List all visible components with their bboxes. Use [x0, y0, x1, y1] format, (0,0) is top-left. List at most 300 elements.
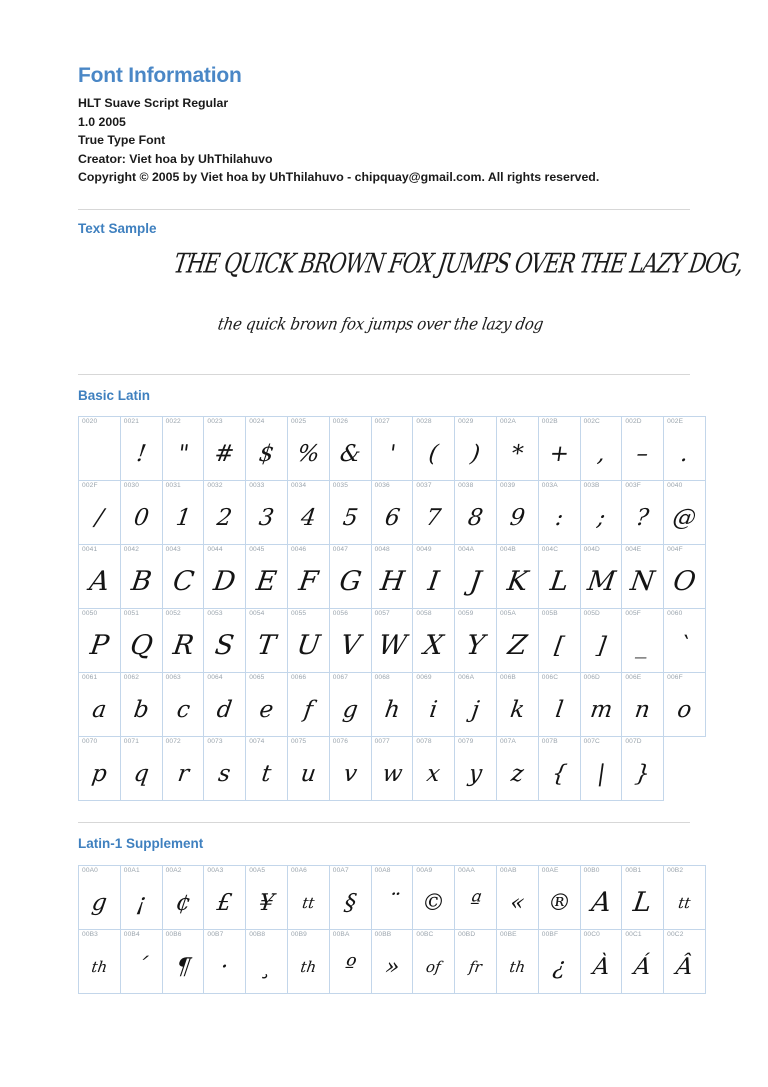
- glyph-cell[interactable]: [329, 417, 371, 481]
- glyph-cell[interactable]: [622, 545, 664, 609]
- glyph-cell[interactable]: [496, 673, 538, 737]
- glyph-sample: W: [375, 630, 409, 662]
- glyph-cell[interactable]: [664, 417, 706, 481]
- glyph-cell[interactable]: [79, 417, 121, 481]
- glyph-codepoint: 0021: [123, 418, 140, 426]
- glyph-cell[interactable]: [329, 481, 371, 545]
- glyph-sample: th: [508, 957, 527, 976]
- glyph-cell[interactable]: [287, 609, 329, 673]
- glyph-sample: O: [671, 566, 698, 598]
- glyph-cell[interactable]: [162, 865, 204, 929]
- glyph-cell[interactable]: [580, 609, 622, 673]
- glyph-cell[interactable]: [329, 929, 371, 993]
- glyph-sample: E: [254, 566, 279, 598]
- glyph-cell-inner: [497, 545, 538, 608]
- glyph-cell[interactable]: [162, 481, 204, 545]
- glyph-sample: o: [675, 697, 694, 724]
- glyph-sample: I: [426, 566, 442, 598]
- glyph-cell-inner: [204, 417, 245, 480]
- glyph-codepoint: 00B7: [207, 930, 224, 938]
- glyph-cell[interactable]: [538, 673, 580, 737]
- glyph-sample: u: [299, 761, 318, 788]
- glyph-row: [79, 481, 706, 545]
- glyph-codepoint: 0057: [374, 610, 390, 618]
- font-metadata: [78, 94, 690, 187]
- glyph-cell[interactable]: [246, 929, 288, 993]
- glyph-cell[interactable]: [287, 737, 329, 801]
- glyph-cell[interactable]: [413, 929, 455, 993]
- glyph-codepoint: 0041: [82, 546, 98, 554]
- glyph-cell-inner: [288, 481, 329, 544]
- glyph-sample: 8: [466, 505, 485, 532]
- glyph-cell[interactable]: [455, 545, 497, 609]
- glyph-cell[interactable]: [622, 481, 664, 545]
- glyph-sample: Y: [464, 630, 487, 662]
- glyph-codepoint: 006E: [625, 674, 642, 682]
- glyph-sample: ¥: [257, 889, 276, 916]
- glyph-cell-inner: [664, 417, 705, 480]
- glyph-codepoint: 0051: [123, 610, 140, 618]
- glyph-cell[interactable]: [204, 865, 246, 929]
- glyph-codepoint: 00AA: [458, 866, 475, 874]
- glyph-sample: $: [257, 441, 276, 468]
- glyph-cell-inner: [413, 481, 454, 544]
- glyph-cell-inner: [330, 609, 371, 672]
- glyph-cell-inner: [330, 737, 371, 800]
- glyph-cell-inner: [163, 673, 204, 736]
- glyph-cell[interactable]: [371, 545, 413, 609]
- glyph-sample: {: [550, 761, 569, 788]
- glyph-cell-inner: [539, 609, 580, 672]
- glyph-cell[interactable]: [246, 545, 288, 609]
- glyph-sample: :: [553, 505, 565, 532]
- glyph-cell[interactable]: [496, 737, 538, 801]
- glyph-cell-inner: [121, 930, 162, 993]
- glyph-cell[interactable]: [246, 673, 288, 737]
- glyph-codepoint: 006D: [583, 674, 600, 682]
- glyph-sample: M: [585, 566, 618, 598]
- glyph-cell[interactable]: [371, 417, 413, 481]
- glyph-cell[interactable]: [162, 609, 204, 673]
- glyph-codepoint: 00A8: [374, 866, 391, 874]
- glyph-cell[interactable]: [622, 417, 664, 481]
- glyph-cell[interactable]: [371, 929, 413, 993]
- glyph-cell[interactable]: [204, 545, 246, 609]
- glyph-codepoint: 0038: [458, 482, 474, 490]
- glyph-row: [79, 545, 706, 609]
- glyph-sample: x: [425, 761, 443, 788]
- glyph-codepoint: 0052: [165, 610, 181, 618]
- glyph-cell[interactable]: [413, 481, 455, 545]
- glyph-sample: ª: [468, 889, 483, 916]
- glyph-cell-inner: [539, 545, 580, 608]
- glyph-cell[interactable]: [120, 545, 162, 609]
- glyph-cell[interactable]: [538, 929, 580, 993]
- glyph-cell[interactable]: [162, 417, 204, 481]
- glyph-sample: Á: [632, 953, 653, 980]
- glyph-cell[interactable]: [204, 481, 246, 545]
- glyph-cell[interactable]: [162, 545, 204, 609]
- glyph-cell-inner: [664, 609, 705, 672]
- glyph-sample: Z: [505, 630, 529, 662]
- glyph-cell[interactable]: [455, 481, 497, 545]
- glyph-table-body: [79, 865, 706, 993]
- glyph-cell[interactable]: [204, 673, 246, 737]
- glyph-sample: ¡: [134, 889, 148, 916]
- glyph-sample: 7: [424, 505, 443, 532]
- glyph-cell[interactable]: [455, 929, 497, 993]
- glyph-cell[interactable]: [580, 417, 622, 481]
- glyph-cell-inner: [455, 417, 496, 480]
- glyph-sample: ): [469, 441, 482, 468]
- glyph-sample: m: [588, 697, 614, 724]
- glyph-cell[interactable]: [120, 481, 162, 545]
- glyph-row: [79, 673, 706, 737]
- glyph-cell-inner: [246, 417, 287, 480]
- glyph-cell[interactable]: [580, 673, 622, 737]
- glyph-cell[interactable]: [287, 545, 329, 609]
- glyph-codepoint: 00B8: [249, 930, 266, 938]
- glyph-codepoint: 0055: [290, 610, 307, 618]
- glyph-cell[interactable]: [538, 609, 580, 673]
- glyph-cell-inner: [121, 545, 162, 608]
- glyph-cell[interactable]: [664, 929, 706, 993]
- glyph-cell[interactable]: [622, 609, 664, 673]
- glyph-cell[interactable]: [246, 737, 288, 801]
- glyph-codepoint: 002D: [625, 418, 642, 426]
- glyph-cell-inner: [497, 930, 538, 993]
- font-creator: Creator: Viet hoa by UhThilahuvo: [78, 151, 273, 166]
- glyph-sample: 5: [341, 505, 360, 532]
- glyph-codepoint: 00A5: [249, 866, 266, 874]
- glyph-sample: l: [553, 697, 565, 724]
- glyph-codepoint: 0053: [207, 610, 223, 618]
- glyph-codepoint: 0028: [416, 418, 432, 426]
- glyph-sample: &: [338, 441, 363, 468]
- glyph-sample: e: [257, 697, 276, 724]
- glyph-cell[interactable]: [413, 545, 455, 609]
- glyph-cell[interactable]: [329, 737, 371, 801]
- glyph-sample: q: [132, 761, 151, 788]
- glyph-codepoint: 00AE: [541, 866, 559, 874]
- glyph-cell[interactable]: [246, 417, 288, 481]
- glyph-codepoint: 0064: [207, 674, 223, 682]
- glyph-cell[interactable]: [79, 673, 121, 737]
- glyph-codepoint: 0046: [290, 546, 307, 554]
- glyph-codepoint: 0033: [249, 482, 265, 490]
- glyph-cell[interactable]: [371, 481, 413, 545]
- glyph-sample: D: [211, 566, 238, 598]
- glyph-codepoint: 006B: [499, 674, 516, 682]
- glyph-cell[interactable]: [455, 737, 497, 801]
- glyph-sample: @: [671, 505, 698, 532]
- glyph-cell-inner: [581, 737, 622, 800]
- glyph-sample: C: [170, 566, 196, 598]
- glyph-cell[interactable]: [496, 865, 538, 929]
- glyph-cell[interactable]: [664, 481, 706, 545]
- glyph-cell[interactable]: [329, 545, 371, 609]
- glyph-cell-inner: [539, 417, 580, 480]
- glyph-cell[interactable]: [580, 545, 622, 609]
- glyph-codepoint: 00C2: [667, 930, 684, 938]
- glyph-cell[interactable]: [580, 481, 622, 545]
- glyph-sample: _: [635, 633, 651, 660]
- glyph-sample: G: [337, 566, 364, 598]
- glyph-sample: |: [595, 761, 607, 788]
- glyph-cell-inner: [288, 609, 329, 672]
- glyph-sample: A: [589, 886, 613, 918]
- glyph-sample: L: [548, 566, 571, 598]
- glyph-cell[interactable]: [371, 737, 413, 801]
- glyph-cell[interactable]: [204, 737, 246, 801]
- glyph-sample: `: [676, 633, 693, 660]
- glyph-codepoint: 0079: [458, 738, 474, 746]
- glyph-cell[interactable]: [496, 609, 538, 673]
- glyph-sample: +: [547, 441, 571, 468]
- glyph-cell-inner: [497, 737, 538, 800]
- text-sample-lowercase: the quick brown fox jumps over the lazy dog: [216, 314, 545, 335]
- glyph-sample: a: [90, 697, 109, 724]
- glyph-sample: R: [170, 630, 196, 662]
- section-basic-latin: [78, 374, 698, 801]
- glyph-cell[interactable]: [204, 417, 246, 481]
- glyph-cell-inner: [121, 673, 162, 736]
- glyph-codepoint: 005A: [499, 610, 516, 618]
- glyph-sample: ·: [219, 953, 231, 980]
- glyph-cell[interactable]: [204, 609, 246, 673]
- glyph-sample: 9: [508, 505, 527, 532]
- glyph-cell[interactable]: [538, 737, 580, 801]
- glyph-cell[interactable]: [287, 417, 329, 481]
- glyph-codepoint: 00BB: [374, 930, 392, 938]
- glyph-cell[interactable]: [204, 929, 246, 993]
- glyph-codepoint: 004D: [583, 546, 600, 554]
- glyph-cell-inner: [204, 609, 245, 672]
- glyph-codepoint: 004F: [667, 546, 683, 554]
- glyph-cell[interactable]: [120, 417, 162, 481]
- glyph-cell[interactable]: [455, 865, 497, 929]
- glyph-cell[interactable]: [538, 417, 580, 481]
- glyph-cell-inner: [664, 481, 705, 544]
- glyph-cell[interactable]: [371, 673, 413, 737]
- glyph-cell-inner: [413, 417, 454, 480]
- glyph-sample: %: [295, 441, 322, 468]
- glyph-codepoint: 0027: [374, 418, 390, 426]
- glyph-cell[interactable]: [413, 673, 455, 737]
- glyph-codepoint: 0078: [416, 738, 432, 746]
- glyph-cell[interactable]: [162, 673, 204, 737]
- glyph-cell[interactable]: [413, 737, 455, 801]
- glyph-cell-inner: [413, 545, 454, 608]
- glyph-cell-inner: [204, 930, 245, 993]
- glyph-codepoint: 0059: [458, 610, 474, 618]
- glyph-codepoint: 007B: [541, 738, 558, 746]
- glyph-cell[interactable]: [455, 609, 497, 673]
- glyph-cell-placeholder: [664, 737, 706, 801]
- glyph-codepoint: 0047: [332, 546, 349, 554]
- glyph-cell[interactable]: [622, 865, 664, 929]
- section-text-sample: [78, 209, 745, 355]
- glyph-cell[interactable]: [413, 609, 455, 673]
- glyph-cell-inner: [581, 930, 622, 993]
- glyph-cell[interactable]: [79, 609, 121, 673]
- glyph-sample: V: [338, 630, 363, 662]
- glyph-sample: ]: [594, 633, 608, 660]
- glyph-cell[interactable]: [496, 417, 538, 481]
- glyph-cell-inner: [581, 417, 622, 480]
- glyph-sample: –: [635, 441, 651, 468]
- glyph-cell[interactable]: [496, 929, 538, 993]
- glyph-sample: ¸: [259, 953, 275, 980]
- glyph-cell[interactable]: [120, 929, 162, 993]
- glyph-sample: 1: [173, 505, 193, 532]
- glyph-cell-inner: [121, 737, 162, 800]
- glyph-sample: p: [90, 761, 109, 788]
- glyph-codepoint: 002E: [667, 418, 684, 426]
- glyph-cell[interactable]: [79, 865, 121, 929]
- glyph-cell[interactable]: [538, 865, 580, 929]
- glyph-sample: ®: [545, 889, 573, 916]
- glyph-sample: th: [299, 957, 318, 976]
- glyph-cell-inner: [288, 737, 329, 800]
- glyph-cell[interactable]: [371, 609, 413, 673]
- glyph-cell[interactable]: [162, 737, 204, 801]
- glyph-cell-inner: [581, 866, 622, 929]
- glyph-cell[interactable]: [120, 609, 162, 673]
- glyph-cell-inner: [79, 737, 120, 800]
- glyph-cell[interactable]: [329, 609, 371, 673]
- glyph-cell[interactable]: [79, 545, 121, 609]
- section-heading-text-sample: Text Sample: [78, 221, 157, 237]
- glyph-cell[interactable]: [455, 673, 497, 737]
- glyph-codepoint: 00B3: [82, 930, 98, 938]
- glyph-codepoint: 0025: [290, 418, 307, 426]
- glyph-sample: tt: [677, 893, 692, 912]
- glyph-cell[interactable]: [120, 737, 162, 801]
- glyph-cell-inner: [79, 673, 120, 736]
- glyph-cell-inner: [539, 930, 580, 993]
- glyph-sample: H: [378, 566, 406, 598]
- glyph-codepoint: 0063: [165, 674, 181, 682]
- section-latin1-supplement: [78, 822, 695, 993]
- glyph-cell-inner: [288, 545, 329, 608]
- glyph-cell-inner: [204, 737, 245, 800]
- glyph-cell[interactable]: [622, 737, 664, 801]
- glyph-cell[interactable]: [246, 481, 288, 545]
- glyph-sample: d: [215, 697, 234, 724]
- glyph-cell[interactable]: [664, 865, 706, 929]
- glyph-codepoint: 0068: [374, 674, 390, 682]
- glyph-cell-inner: [622, 609, 663, 672]
- glyph-cell[interactable]: [329, 865, 371, 929]
- glyph-cell-inner: [455, 866, 496, 929]
- glyph-codepoint: 00A2: [165, 866, 182, 874]
- glyph-sample: ': [386, 441, 397, 468]
- glyph-cell-inner: [372, 609, 413, 672]
- glyph-cell-inner: [622, 417, 663, 480]
- glyph-cell[interactable]: [79, 737, 121, 801]
- glyph-cell[interactable]: [287, 929, 329, 993]
- glyph-cell[interactable]: [580, 865, 622, 929]
- glyph-cell-inner: [79, 609, 120, 672]
- glyph-sample: ¿: [551, 953, 568, 980]
- glyph-table-basic-latin: [78, 416, 706, 801]
- glyph-cell[interactable]: [622, 929, 664, 993]
- glyph-cell-inner: [246, 609, 287, 672]
- glyph-sample: À: [590, 953, 612, 980]
- glyph-cell-inner: [372, 481, 413, 544]
- glyph-sample: n: [633, 697, 652, 724]
- glyph-cell-inner: [372, 417, 413, 480]
- glyph-sample: g: [340, 697, 360, 724]
- glyph-sample: t: [260, 761, 274, 788]
- glyph-cell[interactable]: [455, 417, 497, 481]
- glyph-codepoint: 00A7: [332, 866, 349, 874]
- glyph-codepoint: 007D: [625, 738, 642, 746]
- glyph-codepoint: 0045: [249, 546, 265, 554]
- glyph-cell[interactable]: [538, 545, 580, 609]
- glyph-cell[interactable]: [413, 417, 455, 481]
- glyph-cell[interactable]: [246, 609, 288, 673]
- glyph-codepoint: 00B0: [583, 866, 600, 874]
- glyph-sample: h: [382, 697, 402, 724]
- glyph-codepoint: 0067: [332, 674, 349, 682]
- glyph-cell-inner: [163, 545, 204, 608]
- glyph-cell[interactable]: [413, 865, 455, 929]
- glyph-cell[interactable]: [538, 481, 580, 545]
- glyph-cell[interactable]: [580, 929, 622, 993]
- glyph-cell[interactable]: [664, 609, 706, 673]
- text-sample-area: [78, 243, 745, 355]
- glyph-sample: X: [422, 630, 446, 662]
- glyph-cell[interactable]: [580, 737, 622, 801]
- glyph-cell[interactable]: [664, 545, 706, 609]
- glyph-codepoint: 00B9: [290, 930, 307, 938]
- glyph-sample: ¢: [173, 889, 193, 916]
- glyph-cell[interactable]: [664, 673, 706, 737]
- glyph-cell[interactable]: [622, 673, 664, 737]
- glyph-cell[interactable]: [287, 865, 329, 929]
- glyph-cell[interactable]: [79, 481, 121, 545]
- glyph-cell-inner: [622, 737, 663, 800]
- glyph-cell[interactable]: [162, 929, 204, 993]
- font-version: 1.0 2005: [78, 114, 126, 129]
- glyph-cell-inner: [121, 417, 162, 480]
- glyph-sample: fr: [467, 957, 484, 976]
- glyph-cell[interactable]: [287, 673, 329, 737]
- glyph-cell[interactable]: [120, 673, 162, 737]
- glyph-sample: s: [217, 761, 233, 788]
- glyph-sample: ´: [133, 953, 149, 980]
- glyph-codepoint: 0035: [332, 482, 349, 490]
- glyph-cell[interactable]: [496, 545, 538, 609]
- glyph-cell-inner: [497, 866, 538, 929]
- glyph-cell[interactable]: [287, 481, 329, 545]
- glyph-cell[interactable]: [496, 481, 538, 545]
- glyph-cell-inner: [622, 866, 663, 929]
- glyph-cell[interactable]: [329, 673, 371, 737]
- glyph-cell-inner: [455, 609, 496, 672]
- glyph-cell[interactable]: [120, 865, 162, 929]
- glyph-cell[interactable]: [246, 865, 288, 929]
- glyph-cell-inner: [664, 673, 705, 736]
- glyph-codepoint: 00B1: [625, 866, 642, 874]
- glyph-cell[interactable]: [79, 929, 121, 993]
- glyph-cell-inner: [413, 866, 454, 929]
- glyph-cell[interactable]: [371, 865, 413, 929]
- glyph-codepoint: 0044: [207, 546, 223, 554]
- glyph-cell-inner: [455, 545, 496, 608]
